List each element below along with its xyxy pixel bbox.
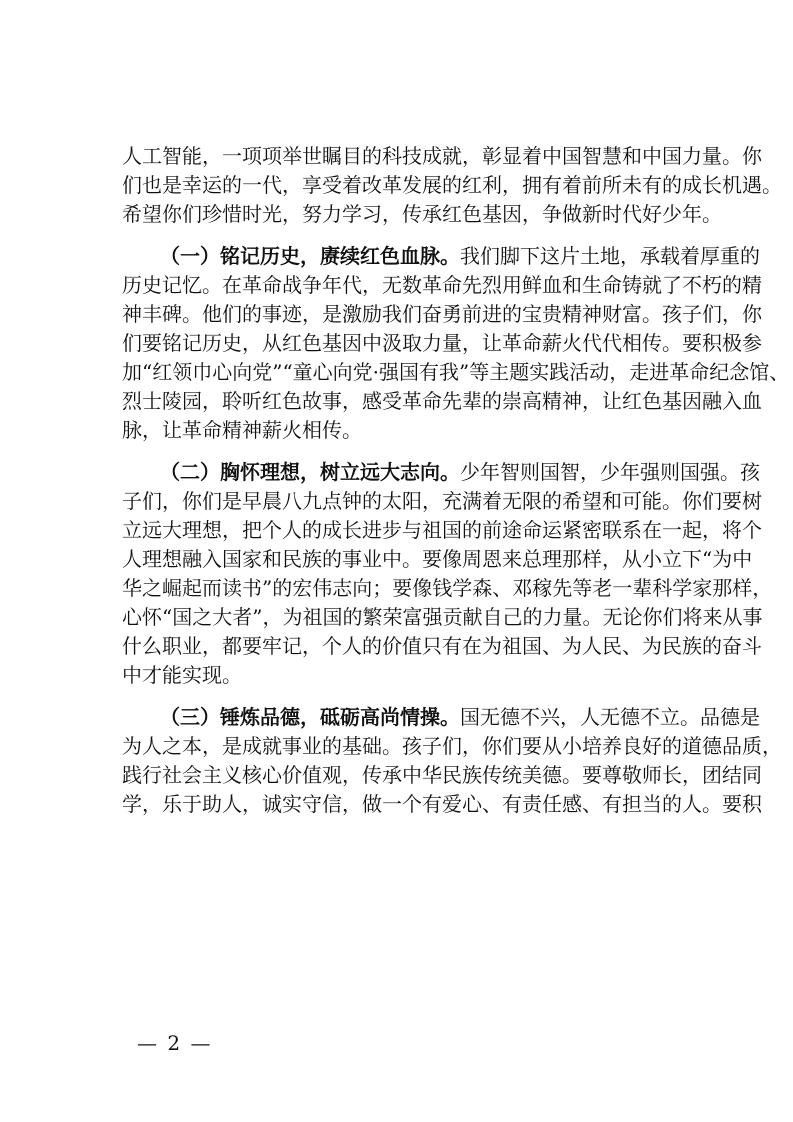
- paragraph-line: 什么职业，都要牢记，个人的价值只有在为祖国、为人民、为民族的奋斗: [122, 634, 762, 658]
- section-2-heading: （二）胸怀理想，树立远大志向。: [160, 460, 460, 484]
- paragraph-line: 立远大理想，把个人的成长进步与祖国的前途命运紧密联系在一起，将个: [122, 518, 762, 542]
- section-1-heading: （一）铭记历史，赓续红色血脉。: [160, 244, 460, 268]
- paragraph-text: 我们脚下这片土地，承载着厚重的: [460, 244, 760, 268]
- paragraph-line: 烈士陵园，聆听红色故事，感受革命先辈的崇高精神，让红色基因融入血: [122, 389, 762, 413]
- intro-paragraph: [122, 142, 782, 229]
- section-3-heading: （三）锤炼品德，砥砺高尚情操。: [160, 705, 460, 729]
- paragraph-first-line: [122, 242, 760, 271]
- paragraph-line: 人工智能，一项项举世瞩目的科技成就，彰显着中国智慧和中国力量。你: [122, 144, 762, 168]
- section-1-paragraph: [122, 242, 790, 445]
- paragraph-line: 加“红领巾心向党”“童心向党·强国有我”等主题实践活动，走进革命纪念馆、: [122, 360, 790, 384]
- paragraph-line: 们要铭记历史，从红色基因中汲取力量，让革命薪火代代相传。要积极参: [122, 331, 762, 355]
- paragraph-first-line: [122, 458, 760, 487]
- paragraph-line: 中才能实现。: [122, 663, 242, 687]
- document-body: [122, 142, 790, 819]
- paragraph-line: 子们，你们是早晨八九点钟的太阳，充满着无限的希望和可能。你们要树: [122, 489, 762, 513]
- section-2-paragraph: [122, 458, 773, 690]
- paragraph-line: 学，乐于助人，诚实守信，做一个有爱心、有责任感、有担当的人。要积: [122, 792, 762, 816]
- section-3-paragraph: [122, 703, 782, 819]
- paragraph-line: 为人之本，是成就事业的基础。孩子们，你们要从小培养良好的道德品质，: [122, 734, 782, 758]
- paragraph-text: 少年智则国智，少年强则国强。孩: [460, 460, 760, 484]
- paragraph-line: 践行社会主义核心价值观，传承中华民族传统美德。要尊敬师长，团结同: [122, 763, 762, 787]
- paragraph-line: 历史记忆。在革命战争年代，无数革命先烈用鲜血和生命铸就了不朽的精: [122, 273, 762, 297]
- paragraph-text: 国无德不兴，人无德不立。品德是: [460, 705, 760, 729]
- paragraph-line: 华之崛起而读书”的宏伟志向；要像钱学森、邓稼先等老一辈科学家那样，: [122, 576, 773, 600]
- paragraph-line: 神丰碑。他们的事迹，是激励我们奋勇前进的宝贵精神财富。孩子们，你: [122, 302, 762, 326]
- paragraph-line: 心怀“国之大者”，为祖国的繁荣富强贡献自己的力量。无论你们将来从事: [122, 605, 763, 629]
- paragraph-line: 人理想融入国家和民族的事业中。要像周恩来总理那样，从小立下“为中: [122, 547, 753, 571]
- paragraph-line: 希望你们珍惜时光，努力学习，传承红色基因，争做新时代好少年。: [122, 202, 722, 226]
- paragraph-first-line: [122, 703, 760, 732]
- paragraph-line: 脉，让革命精神薪火相传。: [122, 418, 362, 442]
- page-number: — 2 —: [137, 1031, 213, 1055]
- paragraph-line: 们也是幸运的一代，享受着改革发展的红利，拥有着前所未有的成长机遇。: [122, 173, 782, 197]
